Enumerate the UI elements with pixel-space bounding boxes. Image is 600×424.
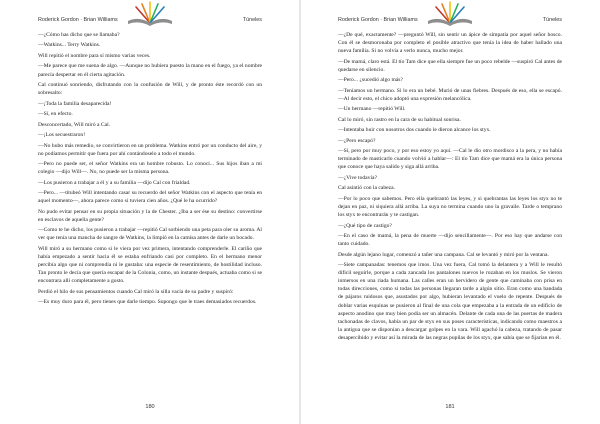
- paragraph: Desconcertado, Will miró a Cal.: [38, 121, 111, 128]
- header-author: Roderick Gordon · Brian Williams: [38, 17, 118, 23]
- paragraph: —Un hermano —repitió Will.: [338, 106, 406, 113]
- paragraph: —Siete campanadas: tenemos que irnos. Una vez fuera, Cal tomó la delantera y a Will le resultó difícil seguirle, porque a cada zancada los pantalones nuevos le rozaban en los muslos. Se vieron inmersos en una riada humana. Las calles eran un hervidero de gente que caminaba con prisa en todas direcciones, como si todas las personas llegaran tarde a algún sitio. Eran como una bandada de pájaros ruidosos que, asustados por algo, hubieran levantado el vuelo de repente. Después de doblar varias esquinas se pusieron al final de una cola que empezaba a la entrada de un edificio de aspecto anodino que muy bien podía ser un almacén. Delante de cada una de las puertas de madera tachonadas de clavos, había un par de styx en sus poses características, indicando como maestros a la antigua que se disponían a descargar golpes en la vara. Will agachó la cabeza, tratando de pasar desapercibido y evitar así la mirada de las negras pupilas de los styx, que sabía que se fijarían en él.: [338, 262, 562, 341]
- paragraph: —Por lo poco que sabemos. Pero ella quebrantó las leyes, y si quebrantas las leyes los styx no te dejan en paz, ni siquiera allá arriba. La suya no termina cuando uno la gravaile. Tarde o temprano los styx te encontrarán y te castigan.: [338, 195, 562, 219]
- header-title: Túneles: [542, 17, 562, 23]
- paragraph: —Intentaba huir con nosotros dos cuando le dieron alcance los styx.: [338, 127, 491, 134]
- paragraph: —De mamá, claro está. El tío Tam dice que ella siempre fue un poco rebelde —suspiró Cal antes de quedarse en silencio.: [338, 58, 562, 73]
- paragraph: —Como te he dicho, los pusieron a trabajar —repitió Cal sorbiendo una peta para oler su aroma. Al ver que tenía una mancha de sangre de Watkins, la limpió en la camisa antes de darle un bocado.: [38, 227, 262, 242]
- paragraph: —¿De qué, exactamente? —preguntó Will, sin sentir un ápice de simpatía por aquel señor hosco. Con él se desmoronaba por completo el posible atractivo que tenía la idea de haber hallado una nueva familia. Si no volvía a verlo nunca, mucho mejor.: [338, 32, 562, 55]
- header-author: Roderick Gordon · Brian Williams: [338, 17, 418, 23]
- paragraph: —¿Qué tipo de castigo?: [338, 222, 392, 229]
- paragraph: —¿Vive todavía?: [338, 174, 377, 181]
- paragraph: —Watkins... Terry Watkins.: [38, 42, 101, 49]
- paragraph: Cal continuó sonriendo, disfrutando con la confusión de Will, y de pronto éste recordó con un sobresalto:: [38, 82, 262, 97]
- paragraph: Desde algún lejano lugar, comenzó a tañer una campana. Cal se levantó y miró por la ventana.: [338, 251, 549, 258]
- paragraph: —Los pusieron a trabajar a él y a su familia —dijo Cal con frialdad.: [38, 179, 191, 186]
- paragraph: Cal asintió con la cabeza.: [338, 185, 395, 192]
- paragraph: —Sí, pero por muy poco, y por eso estoy yo aquí. —Cal le dio otro mordisco a la pera, y no había terminado de masticarlo cuando volvió a hablar—: El tío Tam dice que mamá era la única persona que conoce que haya salido y siga allá arriba.: [338, 148, 562, 171]
- paragraph: No pudo evitar pensar en su propia situación y la de Chester. ¿Iba a ser ése su destino: convertirse en esclavos de aquella gente?: [38, 208, 262, 223]
- page-number-right: 181: [445, 404, 455, 410]
- paragraph: —¡Toda la familia desaparecida!: [38, 100, 112, 107]
- paragraph: Perdió el hilo de sus pensamientos cuando Cal miró la silla vacía de su padre y suspiró:: [38, 288, 234, 295]
- paragraph: Will miró a su hermano como si le viera por vez primera, intentando comprenderle. El cariño que había empezado a sentir hacia él se estaba enfriando casi por completo. En el hermano menor percibía algo que ni comprendía ni le gustaba: una especie de resentimiento, de hostilidad incluso. Tan pronto le decía que quería escapar de la Colonia, como, un instante después, actuaba como si se encontrara allí completamente a gusto.: [38, 245, 262, 285]
- paragraph: —¡Los secuestraron!: [38, 132, 86, 139]
- right-page: [300, 0, 600, 424]
- paragraph: —En el caso de mamá, la pena de muerte —dijo sencillamente—. Por eso hay que andarse con tanto cuidado.: [338, 233, 562, 248]
- paragraph: —No hubo más remedio, se convirtieron en un problema. Watkins entró por un conducto del aire, y no podíamos permitir que fuera por ahí contándoselo a todo el mundo.: [38, 142, 262, 157]
- paragraph: Will repitió el nombre para sí mismo varias veces.: [38, 52, 151, 59]
- paragraph: —Me parece que me suena de algo. —Aunque no hubiera puesto la mano en el fuego, ya el nombre parecía despertar en él cierta agitación.: [38, 63, 262, 78]
- paragraph: —Pero... —titubeó Will intentando casar su recuerdo del señor Watkins con el aspecto que tenía en aquel momento—, ahora parece como si tuviera cien años. ¿Qué le ha ocurrido?: [38, 190, 262, 205]
- left-page-body: [38, 31, 262, 393]
- book-logo-icon: [118, 1, 182, 27]
- header-title: Túneles: [242, 17, 262, 23]
- paragraph: —¿Pero escapó?: [338, 137, 376, 144]
- paragraph: —Pero no puede ser, el señor Watkins era un hombre robusto. Lo conocí... Sus hijos iban a mi colegio —dijo Will—. No, no puede ser la misma persona.: [38, 161, 262, 176]
- paragraph: —Sí, en efecto.: [38, 111, 73, 118]
- paragraph: —Es muy duro para él, pero tienes que darle tiempo. Supongo que le traes demasiados recuerdos.: [38, 299, 257, 306]
- page-number-left: 180: [145, 404, 155, 410]
- book-logo-icon: [418, 1, 482, 27]
- paragraph: —Teníamos un hermano. Si lo era un bebé. Murió de unas fiebres. Después de eso, ella se escapó. —Al decir esto, el chico adoptó una expresión melancólica.: [338, 87, 562, 102]
- paragraph: —Pero... ¿sucedió algo más?: [338, 77, 403, 84]
- paragraph: Cal lo miró, sin rastro en la cara de su habitual sonrisa.: [338, 116, 461, 123]
- paragraph: —¿Cómo has dicho que se llamaba?: [38, 32, 120, 38]
- right-page-body: [338, 31, 562, 393]
